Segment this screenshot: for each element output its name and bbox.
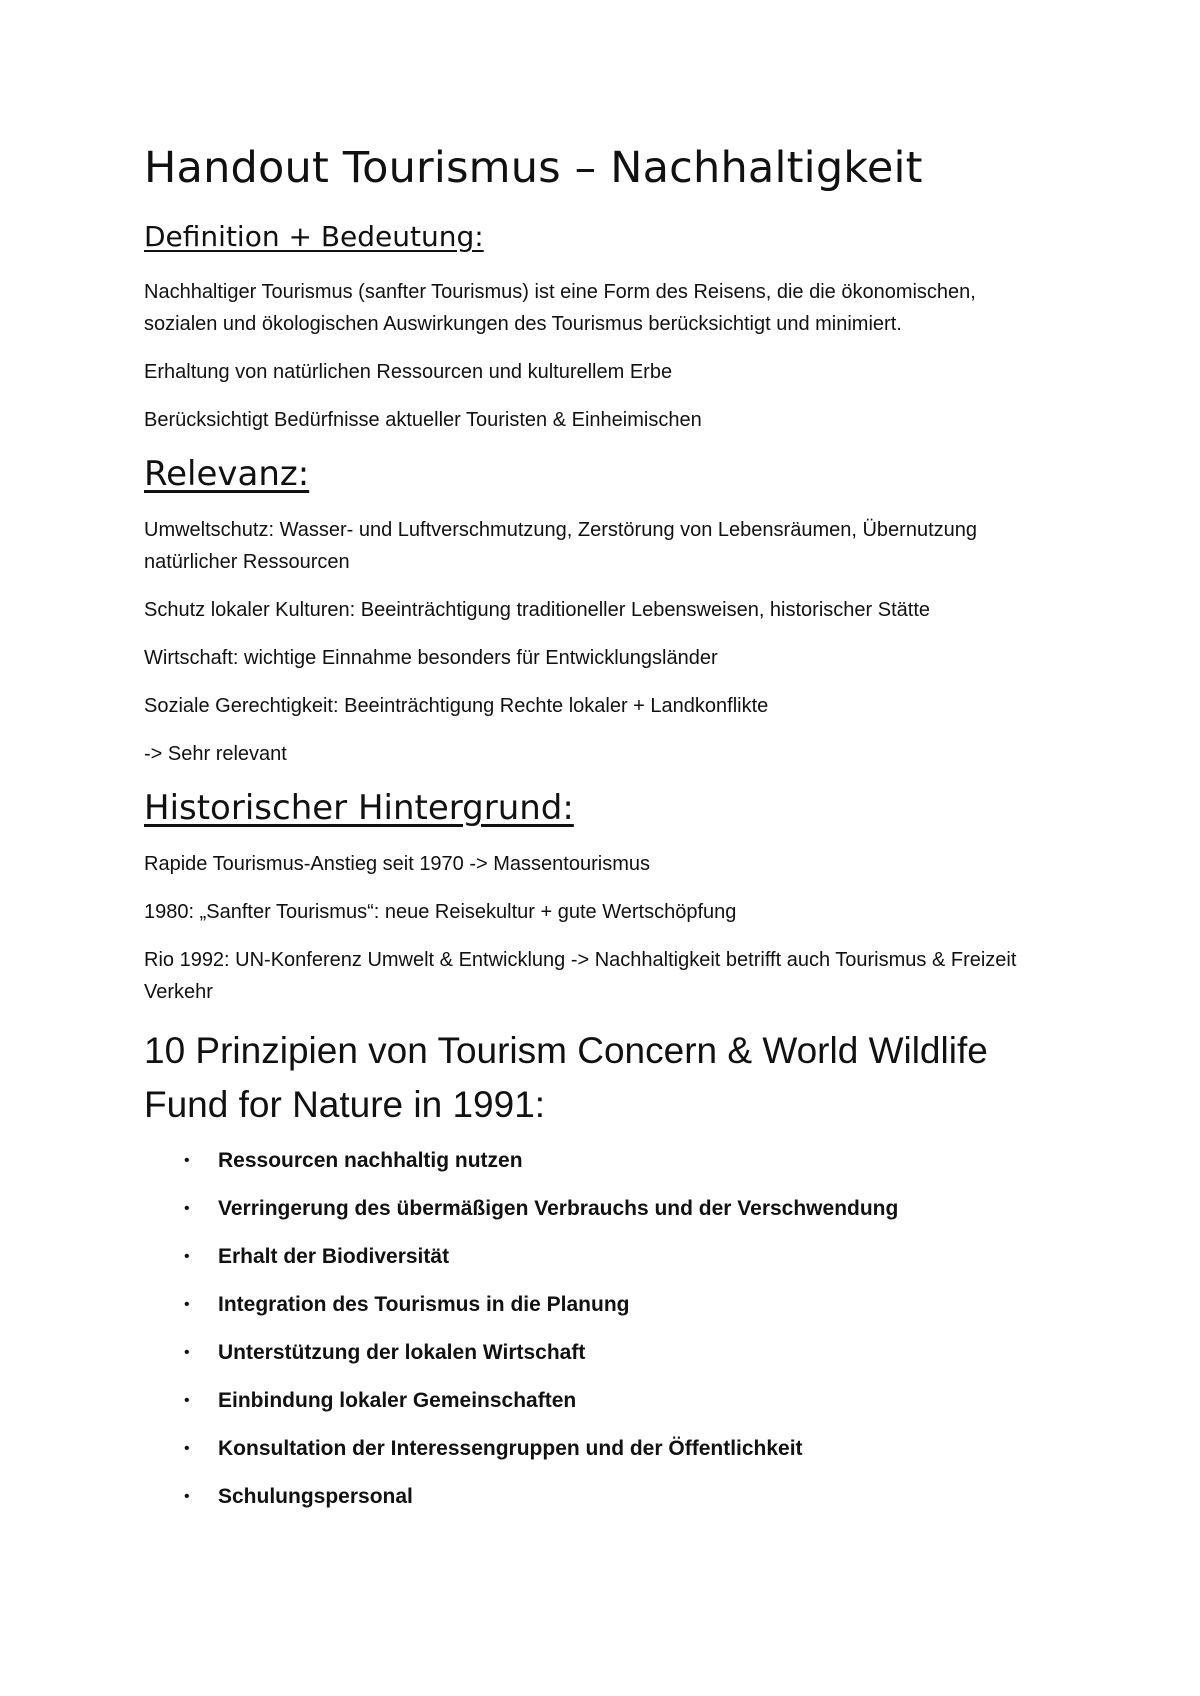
bullet-icon: • <box>184 1440 190 1457</box>
bullet-icon: • <box>184 1392 190 1409</box>
list-item <box>144 1242 1054 1272</box>
prinzipien-list <box>144 1146 1054 1512</box>
list-item-text: Verringerung des übermäßigen Verbrauchs und der Verschwendung <box>218 1197 899 1220</box>
relevanz-paragraph: Soziale Gerechtigkeit: Beeinträchtigung Rechte lokaler + Landkonflikte <box>144 695 769 717</box>
bullet-icon: • <box>184 1488 190 1505</box>
hintergrund-heading: Historischer Hintergrund: <box>144 788 574 828</box>
hintergrund-paragraph: Rapide Tourismus-Anstieg seit 1970 -> Massentourismus <box>144 853 650 875</box>
definition-heading: Definition + Bedeutung: <box>144 220 484 253</box>
bullet-icon: • <box>184 1152 190 1169</box>
bullet-icon: • <box>184 1344 190 1361</box>
relevanz-paragraph: Wirtschaft: wichtige Einnahme besonders für Entwicklungsländer <box>144 647 718 669</box>
list-item <box>144 1482 1054 1512</box>
list-item-text: Schulungspersonal <box>218 1485 413 1508</box>
bullet-icon: • <box>184 1200 190 1217</box>
bullet-icon: • <box>184 1248 190 1265</box>
list-item-text: Integration des Tourismus in die Planung <box>218 1293 630 1316</box>
list-item-text: Erhalt der Biodiversität <box>218 1245 450 1268</box>
list-item-text: Unterstützung der lokalen Wirtschaft <box>218 1341 586 1364</box>
list-item-text: Ressourcen nachhaltig nutzen <box>218 1149 523 1172</box>
list-item <box>144 1146 1054 1176</box>
document-title: Handout Tourismus – Nachhaltigkeit <box>144 143 923 193</box>
bullet-icon: • <box>184 1296 190 1313</box>
definition-paragraph: Erhaltung von natürlichen Ressourcen und kulturellem Erbe <box>144 361 673 383</box>
relevanz-paragraph: Schutz lokaler Kulturen: Beeinträchtigung traditioneller Lebensweisen, historischer Stätte <box>144 599 930 621</box>
relevanz-paragraph: -> Sehr relevant <box>144 743 287 765</box>
document-page <box>144 140 1054 1530</box>
list-item <box>144 1290 1054 1320</box>
relevanz-heading: Relevanz: <box>144 454 310 494</box>
hintergrund-paragraph: Rio 1992: UN-Konferenz Umwelt & Entwicklung -> Nachhaltigkeit betrifft auch Tourismus & Freizeit Verkehr <box>144 949 1017 1003</box>
hintergrund-paragraph: 1980: „Sanfter Tourismus“: neue Reisekultur + gute Wertschöpfung <box>144 901 737 923</box>
list-item <box>144 1194 1054 1224</box>
list-item <box>144 1338 1054 1368</box>
list-item-text: Konsultation der Interessengruppen und der Öffentlichkeit <box>218 1437 803 1460</box>
list-item <box>144 1386 1054 1416</box>
list-item-text: Einbindung lokaler Gemeinschaften <box>218 1389 577 1412</box>
definition-paragraph: Berücksichtigt Bedürfnisse aktueller Touristen & Einheimischen <box>144 409 702 431</box>
list-item <box>144 1434 1054 1464</box>
definition-paragraph: Nachhaltiger Tourismus (sanfter Tourismus) ist eine Form des Reisens, die die ökonomischen, sozialen und ökologischen Auswirkungen des Tourismus berücksichtigt und minimiert. <box>144 281 976 335</box>
relevanz-paragraph: Umweltschutz: Wasser- und Luftverschmutzung, Zerstörung von Lebensräumen, Übernutzung natürlicher Ressourcen <box>144 519 977 573</box>
prinzipien-heading: 10 Prinzipien von Tourism Concern & World Wildlife Fund for Nature in 1991: <box>144 1030 988 1125</box>
